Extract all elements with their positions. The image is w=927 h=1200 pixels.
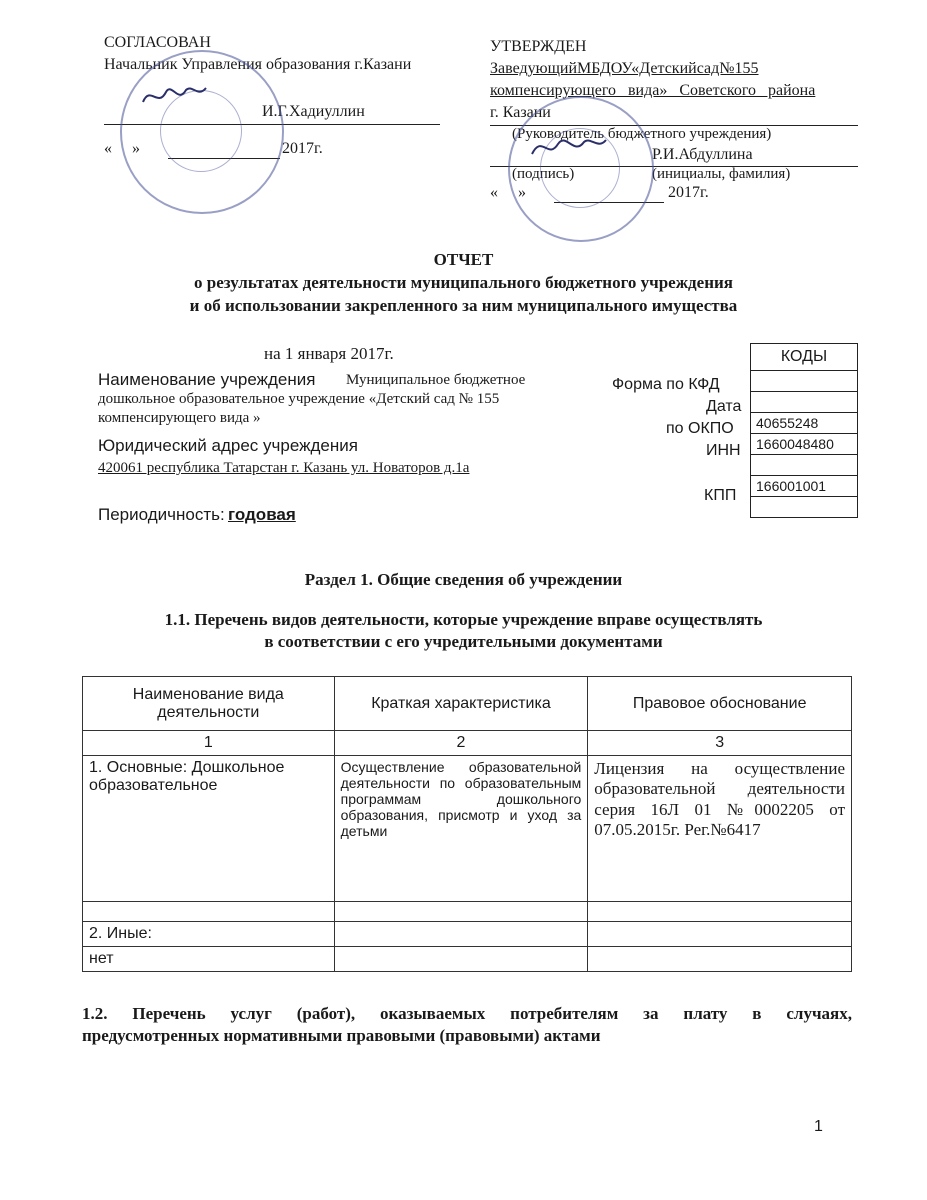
codes-form-label: Форма по КФД xyxy=(612,376,720,393)
approved-right-year: 2017г. xyxy=(668,184,709,201)
approved-right-role-caption: (Руководитель бюджетного учреждения) xyxy=(512,126,772,142)
report-subtitle-1: о результатах деятельности муниципального бюджетного учреждения xyxy=(194,273,733,292)
table-header-activity: Наименование вида деятельности xyxy=(83,677,335,731)
approved-right-sign-caption: (подпись) xyxy=(512,166,575,182)
approved-left-date-quote: « » xyxy=(104,140,140,157)
codes-date-label: Дата xyxy=(706,398,742,415)
table-col-number-1: 1 xyxy=(83,731,335,756)
approved-right-date-quote: « » xyxy=(490,184,526,201)
approved-right-initials-caption: (инициалы, фамилия) xyxy=(652,166,791,182)
page-number: 1 xyxy=(814,1118,823,1135)
empty-cell xyxy=(334,947,588,972)
row-other-activity: 2. Иные: xyxy=(83,922,335,947)
table-col-number-3: 3 xyxy=(588,731,852,756)
period-label: Периодичность: xyxy=(98,505,225,524)
codes-okpo-value: 40655248 xyxy=(751,413,858,434)
empty-cell xyxy=(588,902,852,922)
institution-name-value-1: Муниципальное бюджетное xyxy=(346,372,526,388)
institution-name-value-2: дошкольное образовательное учреждение «Детский сад № 155 xyxy=(98,391,500,407)
approved-right-org-line1: ЗаведующийМБДОУ«Детскийсад№155 xyxy=(490,60,759,77)
institution-name-label: Наименование учреждения xyxy=(98,370,316,389)
address-value: 420061 республика Татарстан г. Казань ул. Новаторов д.1а xyxy=(98,460,470,476)
section1-1-line1: 1.1. Перечень видов деятельности, которые учреждение вправе осуществлять xyxy=(164,610,763,629)
report-title: ОТЧЕТ xyxy=(433,250,494,269)
codes-form-cell xyxy=(751,371,858,392)
table-row xyxy=(83,756,852,902)
section1-1-line2: в соответствии с его учредительными документами xyxy=(264,632,663,651)
empty-cell xyxy=(334,922,588,947)
section1-title: Раздел 1. Общие сведения об учреждении xyxy=(304,570,623,589)
table-row-empty xyxy=(83,902,852,922)
table-col-number-2: 2 xyxy=(334,731,588,756)
row-none: нет xyxy=(83,947,335,972)
codes-okpo-label: по ОКПО xyxy=(666,420,734,437)
empty-cell xyxy=(588,947,852,972)
codes-empty-cell xyxy=(751,455,858,476)
codes-table xyxy=(750,343,858,518)
codes-inn-label: ИНН xyxy=(706,442,741,459)
table-header-description: Краткая характеристика xyxy=(334,677,588,731)
address-label: Юридический адрес учреждения xyxy=(98,436,358,455)
approved-right-org-line2: компенсирующего вида» Советского района xyxy=(490,82,816,99)
activities-table xyxy=(82,676,852,972)
row1-description: Осуществление образовательной деятельности по образовательным программам дошкольного образования, присмотр и уход за детьми xyxy=(334,756,588,902)
signature-left xyxy=(140,80,210,110)
section1-2-line1: 1.2. Перечень услуг (работ), оказываемых потребителям за плату в случаях, xyxy=(82,1004,852,1023)
empty-cell xyxy=(83,902,335,922)
codes-date-cell xyxy=(751,392,858,413)
codes-kpp-label: КПП xyxy=(704,487,737,504)
table-row xyxy=(83,922,852,947)
period-value: годовая xyxy=(228,505,296,524)
approved-left-position: Начальник Управления образования г.Казани xyxy=(104,56,412,73)
section1-2-line2: предусмотренных нормативными правовыми (правовыми) актами xyxy=(82,1026,601,1045)
row1-legal-basis: Лицензия на осуществление образовательной деятельности серия 16Л 01 №0002205 от 07.05.2015г. Рег.№6417 xyxy=(588,756,852,902)
codes-empty-cell-2 xyxy=(751,497,858,518)
approved-left-year: 2017г. xyxy=(282,140,323,157)
empty-cell xyxy=(334,902,588,922)
institution-name-value-3: компенсирующего вида » xyxy=(98,410,261,426)
codes-inn-value: 1660048480 xyxy=(751,434,858,455)
table-row xyxy=(83,947,852,972)
approved-left-heading: СОГЛАСОВАН xyxy=(104,34,211,51)
empty-cell xyxy=(588,922,852,947)
table-header-legal-basis: Правовое обоснование xyxy=(588,677,852,731)
approved-right-heading: УТВЕРЖДЕН xyxy=(490,38,587,55)
signature-right xyxy=(528,130,608,162)
codes-header: КОДЫ xyxy=(751,344,858,371)
row1-activity: 1. Основные: Дошкольное образовательное xyxy=(83,756,335,902)
report-subtitle-2: и об использовании закрепленного за ним муниципального имущества xyxy=(189,296,738,315)
approved-left-name: И.Г.Хадиуллин xyxy=(262,103,365,120)
approved-right-name: Р.И.Абдуллина xyxy=(652,146,753,163)
codes-kpp-value: 166001001 xyxy=(751,476,858,497)
approved-right-org-line3: г. Казани xyxy=(490,104,551,121)
report-date: на 1 января 2017г. xyxy=(264,344,394,363)
